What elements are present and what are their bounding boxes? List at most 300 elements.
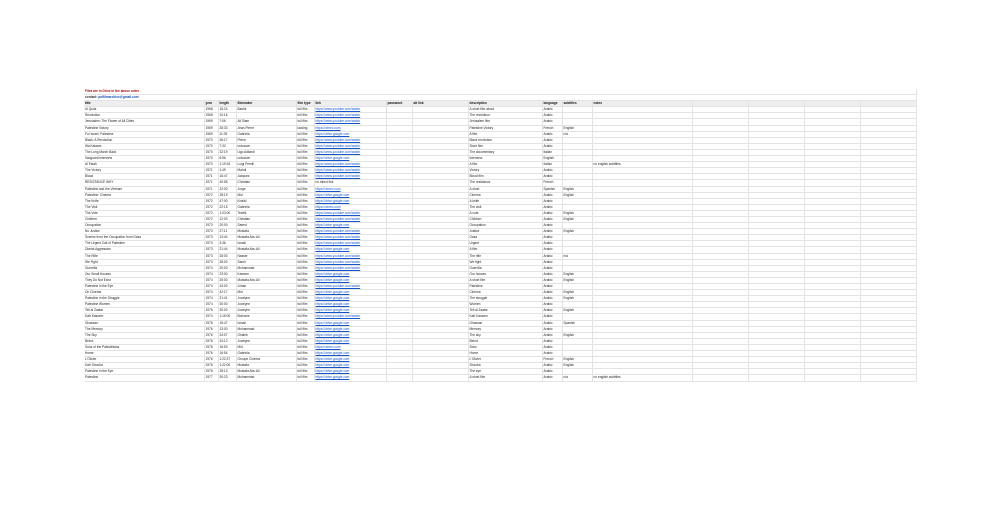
table-cell[interactable]: Jean-Pierre <box>236 125 296 131</box>
table-cell[interactable]: full film <box>296 253 314 259</box>
table-cell[interactable]: Mustafa Abu Ali <box>236 369 296 375</box>
table-cell[interactable]: Kafr Kassem <box>468 314 542 320</box>
table-cell[interactable]: 1974 <box>204 314 218 320</box>
table-cell[interactable]: https://drive.google.com <box>314 332 386 338</box>
table-cell[interactable]: 16:47 <box>218 174 236 180</box>
table-cell[interactable]: Palestine and the Vietnam <box>84 186 204 192</box>
table-cell[interactable]: Women <box>468 302 542 308</box>
table-cell[interactable]: A vote <box>468 210 542 216</box>
table-cell[interactable]: Mohammad <box>236 326 296 332</box>
table-cell[interactable]: 1969 <box>204 125 218 131</box>
table-cell[interactable]: English <box>542 156 562 162</box>
table-cell[interactable]: https://www.youtube.com/watch <box>314 235 386 241</box>
table-cell[interactable]: 1971 <box>204 186 218 192</box>
table-cell[interactable]: Arabic <box>542 296 562 302</box>
contact-email-link[interactable]: palfilmarchive@gmail.com <box>98 95 139 100</box>
table-cell[interactable]: French <box>542 357 562 363</box>
table-cell[interactable]: https://www.youtube.com/watch <box>314 149 386 155</box>
table-cell[interactable]: Sons <box>468 344 542 350</box>
table-cell[interactable]: 1973 <box>204 241 218 247</box>
table-cell[interactable]: Palestine <box>84 375 204 381</box>
table-cell[interactable]: The Long March Back <box>84 149 204 155</box>
column-header-10[interactable]: subtitles <box>562 101 592 107</box>
table-cell[interactable]: 20:00 <box>218 265 236 271</box>
table-cell[interactable]: Arabic <box>542 192 562 198</box>
table-cell[interactable]: English <box>562 290 592 296</box>
table-cell[interactable]: Spanish <box>542 186 562 192</box>
table-cell[interactable]: 1977 <box>204 375 218 381</box>
table-cell[interactable]: lacking <box>296 125 314 131</box>
table-cell[interactable]: The Rifle <box>84 253 204 259</box>
table-cell[interactable]: Arabic <box>542 247 562 253</box>
table-cell[interactable]: English <box>562 357 592 363</box>
table-cell[interactable]: https://drive.google.com <box>314 198 386 204</box>
table-cell[interactable]: https://drive.google.com <box>314 351 386 357</box>
table-cell[interactable]: https://drive.google.com <box>314 338 386 344</box>
table-cell[interactable]: 1974 <box>204 302 218 308</box>
table-cell[interactable]: 1968 <box>204 113 218 119</box>
table-cell[interactable]: Gabriela <box>236 131 296 137</box>
table-cell[interactable]: Arabic <box>542 235 562 241</box>
table-cell[interactable]: Tell al Zaatar <box>84 308 204 314</box>
table-cell[interactable]: Palestine Women <box>84 302 204 308</box>
table-cell[interactable]: https://www.youtube.com/watch <box>314 119 386 125</box>
table-cell[interactable]: Arabic <box>542 277 562 283</box>
table-cell[interactable]: Arabic <box>542 259 562 265</box>
table-cell[interactable]: 47:00 <box>218 198 236 204</box>
table-cell[interactable]: Italian <box>542 162 562 168</box>
table-cell[interactable]: full film <box>296 284 314 290</box>
table-cell[interactable]: Arabic <box>542 265 562 271</box>
table-cell[interactable]: 1976 <box>204 332 218 338</box>
table-cell[interactable]: https://www.youtube.com/watch <box>314 229 386 235</box>
table-cell[interactable]: 1976 <box>204 320 218 326</box>
column-header-7[interactable]: alt link <box>412 101 468 107</box>
table-cell[interactable]: 13:00 <box>218 326 236 332</box>
table-cell[interactable]: Guerrilla <box>84 265 204 271</box>
table-cell[interactable]: 1976 <box>204 308 218 314</box>
table-cell[interactable]: https://drive.google.com <box>314 277 386 283</box>
table-cell[interactable]: 1972 <box>204 198 218 204</box>
table-cell[interactable]: Nasser <box>236 253 296 259</box>
table-cell[interactable] <box>804 375 860 381</box>
table-cell[interactable]: https://drive.google.com <box>314 357 386 363</box>
table-cell[interactable]: https://www.youtube.com/watch <box>314 210 386 216</box>
table-cell[interactable]: Ugo Adilardi <box>236 149 296 155</box>
table-cell[interactable]: full film <box>296 247 314 253</box>
table-cell[interactable]: https://www.youtube.com/watch <box>314 174 386 180</box>
table-cell[interactable]: 28:00 <box>218 253 236 259</box>
table-cell[interactable]: n/a <box>562 131 592 137</box>
table-cell[interactable]: Ismail <box>236 241 296 247</box>
table-cell[interactable]: English <box>562 216 592 222</box>
table-cell[interactable]: full film <box>296 229 314 235</box>
table-cell[interactable]: 1:22:27 <box>218 357 236 363</box>
note-cell[interactable]: Files are in Drive in the above order <box>84 89 916 95</box>
table-cell[interactable]: 1973 <box>204 247 218 253</box>
table-cell[interactable]: 1972 <box>204 192 218 198</box>
table-cell[interactable]: 20:00 <box>218 223 236 229</box>
table-cell[interactable]: 42:17 <box>218 290 236 296</box>
table-cell[interactable]: full film <box>296 338 314 344</box>
column-header-1[interactable]: year <box>204 101 218 107</box>
table-cell[interactable]: English <box>562 271 592 277</box>
table-cell[interactable]: Kafr Kassem <box>84 314 204 320</box>
table-cell[interactable]: The Urgent Call of Palestine <box>84 241 204 247</box>
table-cell[interactable]: https://drive.google.com <box>314 247 386 253</box>
table-cell[interactable]: 1:22:00 <box>218 363 236 369</box>
table-cell[interactable]: Ghassan <box>468 320 542 326</box>
table-cell[interactable]: 1976 <box>204 357 218 363</box>
table-cell[interactable]: 1969 <box>204 119 218 125</box>
table-cell[interactable]: https://drive.google.com <box>314 326 386 332</box>
table-cell[interactable]: 40:55 <box>218 180 236 186</box>
table-cell[interactable]: Occupation <box>84 223 204 229</box>
table-cell[interactable]: 1:19:34 <box>218 162 236 168</box>
table-cell[interactable]: Cinema <box>468 290 542 296</box>
table-cell[interactable]: 21:44 <box>218 247 236 253</box>
table-cell[interactable]: https://drive.google.com <box>314 302 386 308</box>
table-cell[interactable]: Luigi Perelli <box>236 162 296 168</box>
table-cell[interactable]: English <box>562 210 592 216</box>
table-cell[interactable]: Arabic <box>542 216 562 222</box>
table-cell[interactable]: For Israel, Palestine <box>84 131 204 137</box>
table-cell[interactable]: Jerusalem: The Flower of All Cities <box>84 119 204 125</box>
table-cell[interactable]: https://www.youtube.com/watch <box>314 107 386 113</box>
table-cell[interactable]: Kafr Shouba <box>84 363 204 369</box>
table-cell[interactable]: 1972 <box>204 216 218 222</box>
table-cell[interactable]: full film <box>296 131 314 137</box>
table-cell[interactable]: no english subtitles <box>592 375 692 381</box>
table-cell[interactable]: Justice <box>468 229 542 235</box>
table-cell[interactable]: Spanish <box>562 320 592 326</box>
table-cell[interactable]: Christian <box>236 180 296 186</box>
table-cell[interactable]: 10:16 <box>218 113 236 119</box>
table-cell[interactable]: full film <box>296 277 314 283</box>
table-cell[interactable]: A short <box>468 186 542 192</box>
table-cell[interactable]: Gabriela <box>236 351 296 357</box>
table-cell[interactable]: Short film <box>468 143 542 149</box>
table-cell[interactable]: unknown <box>236 156 296 162</box>
table-cell[interactable]: 1974 <box>204 284 218 290</box>
table-cell[interactable]: Jocelyne <box>236 296 296 302</box>
table-cell[interactable]: 1:49 <box>218 168 236 174</box>
table-cell[interactable]: full film <box>296 241 314 247</box>
table-cell[interactable]: full film <box>296 156 314 162</box>
table-cell[interactable]: 16:47 <box>218 320 236 326</box>
table-cell[interactable]: Mid <box>236 344 296 350</box>
table-cell[interactable]: Tewfik <box>236 210 296 216</box>
table-cell[interactable]: full film <box>296 119 314 125</box>
table-cell[interactable]: Christian <box>236 216 296 222</box>
table-cell[interactable]: https://drive.google.com <box>314 375 386 381</box>
table-cell[interactable]: full film <box>296 223 314 229</box>
table-cell[interactable]: https://www.youtube.com/watch <box>314 113 386 119</box>
table-cell[interactable]: 1973 <box>204 229 218 235</box>
table-cell[interactable]: Palestine in the Eye <box>84 369 204 375</box>
table-cell[interactable]: Al Fatah <box>84 162 204 168</box>
column-header-0[interactable]: title <box>84 101 204 107</box>
table-cell[interactable]: Arabic <box>542 210 562 216</box>
table-cell[interactable] <box>748 375 804 381</box>
table-cell[interactable]: Blood film <box>468 174 542 180</box>
table-cell[interactable]: Kassem <box>236 271 296 277</box>
table-cell[interactable]: 1971 <box>204 168 218 174</box>
table-cell[interactable]: n/a <box>562 253 592 259</box>
table-cell[interactable]: Interview <box>468 156 542 162</box>
table-cell[interactable]: https://vimeo.com <box>314 204 386 210</box>
table-cell[interactable] <box>412 375 468 381</box>
table-cell[interactable]: Arabic <box>542 241 562 247</box>
table-cell[interactable]: 1:15:00 <box>218 314 236 320</box>
table-cell[interactable]: Jocelyne <box>236 302 296 308</box>
table-cell[interactable]: Saeed <box>236 223 296 229</box>
table-cell[interactable]: Palestine Victory <box>84 125 204 131</box>
table-cell[interactable]: no english subtitles <box>592 162 692 168</box>
table-cell[interactable]: Arabic <box>542 308 562 314</box>
table-cell[interactable]: Johan <box>236 284 296 290</box>
table-cell[interactable]: Beirut <box>84 338 204 344</box>
table-cell[interactable]: Mohammad <box>236 265 296 271</box>
table-cell[interactable]: 30:23 <box>218 375 236 381</box>
table-cell[interactable]: 6:56 <box>218 156 236 162</box>
table-cell[interactable]: Children <box>84 216 204 222</box>
table-cell[interactable]: Arabic <box>542 204 562 210</box>
table-cell[interactable]: Blood <box>84 174 204 180</box>
table-cell[interactable]: Arabic <box>542 302 562 308</box>
table-cell[interactable]: https://drive.google.com <box>314 192 386 198</box>
table-cell[interactable]: 11:09 <box>218 131 236 137</box>
table-cell[interactable]: 1972 <box>204 210 218 216</box>
table-cell[interactable]: https://www.youtube.com/watch <box>314 253 386 259</box>
table-cell[interactable]: Arabic <box>542 363 562 369</box>
table-cell[interactable]: https://www.youtube.com/watch <box>314 314 386 320</box>
table-cell[interactable]: Khalid <box>236 198 296 204</box>
table-cell[interactable]: https://vimeo.com <box>314 344 386 350</box>
table-cell[interactable]: Palestine in the Eye <box>84 284 204 290</box>
table-cell[interactable]: English <box>562 363 592 369</box>
table-cell[interactable]: 1974 <box>204 265 218 271</box>
table-cell[interactable]: They Do Not Exist <box>84 277 204 283</box>
table-cell[interactable]: The struggle <box>468 296 542 302</box>
table-cell[interactable]: Palestine Victory <box>468 125 542 131</box>
table-cell[interactable]: 1970 <box>204 137 218 143</box>
table-cell[interactable] <box>386 375 412 381</box>
table-cell[interactable]: English <box>562 186 592 192</box>
table-cell[interactable]: 1972 <box>204 204 218 210</box>
table-cell[interactable]: https://drive.google.com <box>314 296 386 302</box>
table-cell[interactable]: full film <box>296 357 314 363</box>
table-cell[interactable]: https://drive.google.com <box>314 308 386 314</box>
table-cell[interactable]: Arabic <box>542 344 562 350</box>
table-cell[interactable]: 3:36 <box>218 241 236 247</box>
table-cell[interactable]: https://www.youtube.com/watch <box>314 259 386 265</box>
table-cell[interactable]: English <box>562 125 592 131</box>
table-cell[interactable]: The documentary <box>468 149 542 155</box>
table-cell[interactable]: Arabic <box>542 198 562 204</box>
table-cell[interactable]: Arabic <box>542 119 562 125</box>
table-cell[interactable]: 1973 <box>204 253 218 259</box>
table-cell[interactable]: 28:00 <box>218 259 236 265</box>
table-cell[interactable]: The Visit <box>84 204 204 210</box>
table-cell[interactable]: We fight <box>468 259 542 265</box>
table-cell[interactable]: The rifle <box>468 253 542 259</box>
table-cell[interactable]: 1973 <box>204 223 218 229</box>
table-cell[interactable]: Beirut <box>468 338 542 344</box>
table-cell[interactable]: Arabic <box>542 326 562 332</box>
table-cell[interactable]: full film <box>296 332 314 338</box>
table-cell[interactable]: 1976 <box>204 369 218 375</box>
table-cell[interactable]: 27:11 <box>218 229 236 235</box>
table-cell[interactable]: full film <box>296 326 314 332</box>
table-cell[interactable]: https://drive.google.com <box>314 320 386 326</box>
table-cell[interactable]: Mahdi <box>236 168 296 174</box>
table-cell[interactable] <box>860 375 916 381</box>
table-cell[interactable]: 43:00 <box>218 284 236 290</box>
table-cell[interactable]: full film <box>296 265 314 271</box>
table-cell[interactable]: 1976 <box>204 344 218 350</box>
table-cell[interactable]: Ismail <box>236 320 296 326</box>
table-cell[interactable]: 22:00 <box>218 186 236 192</box>
table-cell[interactable]: Palestine in the Struggle <box>84 296 204 302</box>
column-header-5[interactable]: link <box>314 101 386 107</box>
table-cell[interactable]: 30:00 <box>218 308 236 314</box>
table-cell[interactable]: full film <box>296 192 314 198</box>
table-cell[interactable]: Palestine: Cinema <box>84 192 204 198</box>
table-cell[interactable]: Arabic <box>542 253 562 259</box>
table-cell[interactable]: A film <box>468 247 542 253</box>
table-cell[interactable]: Arabic <box>542 351 562 357</box>
table-cell[interactable]: Mustafa <box>236 229 296 235</box>
table-cell[interactable]: https://drive.google.com <box>314 156 386 162</box>
table-cell[interactable]: Cinema <box>468 192 542 198</box>
table-cell[interactable]: The visit <box>468 204 542 210</box>
table-cell[interactable]: 1971 <box>204 174 218 180</box>
table-cell[interactable]: English <box>562 296 592 302</box>
table-cell[interactable]: Bashir <box>236 107 296 113</box>
column-header-3[interactable]: filmmaker <box>236 101 296 107</box>
table-cell[interactable]: full film <box>296 180 314 186</box>
table-cell[interactable]: L'Olivier <box>468 357 542 363</box>
table-cell[interactable]: full film <box>296 235 314 241</box>
table-cell[interactable]: Ghaleb <box>236 332 296 338</box>
table-cell[interactable]: 1974 <box>204 290 218 296</box>
table-cell[interactable]: Arabic <box>542 338 562 344</box>
table-cell[interactable]: Arabic <box>542 332 562 338</box>
table-cell[interactable]: 16:53 <box>218 344 236 350</box>
table-cell[interactable]: Children <box>468 216 542 222</box>
table-cell[interactable]: 13:44 <box>218 235 236 241</box>
table-cell[interactable]: The eye <box>468 369 542 375</box>
table-cell[interactable]: full film <box>296 143 314 149</box>
table-cell[interactable]: Home <box>84 351 204 357</box>
table-cell[interactable]: full film <box>296 107 314 113</box>
table-cell[interactable]: Arabic <box>542 369 562 375</box>
table-cell[interactable]: Tell al Zaatar <box>468 308 542 314</box>
table-cell[interactable]: The revolution <box>468 113 542 119</box>
table-cell[interactable]: full film <box>296 320 314 326</box>
table-cell[interactable]: Arabic <box>542 137 562 143</box>
table-cell[interactable]: https://www.youtube.com/watch <box>314 265 386 271</box>
table-cell[interactable]: Our Small Houses <box>84 271 204 277</box>
table-cell[interactable]: Mustafa Abu Ali <box>236 247 296 253</box>
table-cell[interactable]: The resistance <box>468 180 542 186</box>
table-cell[interactable]: https://drive.google.com <box>314 369 386 375</box>
table-cell[interactable]: https://www.youtube.com/watch <box>314 284 386 290</box>
table-cell[interactable]: 1968 <box>204 107 218 113</box>
table-cell[interactable]: Urgent <box>468 241 542 247</box>
table-cell[interactable]: Samir <box>236 259 296 265</box>
table-cell[interactable]: English <box>562 277 592 283</box>
table-cell[interactable]: Wa Kalaam <box>84 143 204 149</box>
table-cell[interactable]: full film <box>296 290 314 296</box>
table-cell[interactable]: full film <box>296 363 314 369</box>
table-cell[interactable]: Arabic <box>542 131 562 137</box>
table-cell[interactable]: Mustafa Abu Ali <box>236 277 296 283</box>
table-cell[interactable]: https://drive.google.com <box>314 223 386 229</box>
column-header-11[interactable]: notes <box>592 101 692 107</box>
table-cell[interactable]: full film <box>296 296 314 302</box>
table-cell[interactable]: 16:24 <box>218 107 236 113</box>
table-cell[interactable]: Ghassan <box>84 320 204 326</box>
table-cell[interactable]: Jocelyne <box>236 308 296 314</box>
table-cell[interactable]: 1974 <box>204 271 218 277</box>
table-cell[interactable]: full film <box>296 308 314 314</box>
table-cell[interactable]: 1974 <box>204 277 218 283</box>
table-cell[interactable]: full film <box>296 186 314 192</box>
table-cell[interactable]: English <box>562 308 592 314</box>
table-cell[interactable]: Arabic <box>542 375 562 381</box>
table-cell[interactable]: n/a <box>562 375 592 381</box>
table-cell[interactable]: 1971 <box>204 180 218 186</box>
table-cell[interactable]: full film <box>296 210 314 216</box>
table-cell[interactable]: 1973 <box>204 235 218 241</box>
table-cell[interactable]: A film <box>468 131 542 137</box>
table-cell[interactable]: Arabic <box>542 290 562 296</box>
table-cell[interactable]: https://www.youtube.com/watch <box>314 143 386 149</box>
table-cell[interactable]: 21:41 <box>218 296 236 302</box>
table-cell[interactable]: Our houses <box>468 271 542 277</box>
table-cell[interactable]: Jerusalem film <box>468 119 542 125</box>
table-cell[interactable]: Italian <box>542 149 562 155</box>
table-cell[interactable]: 1969 <box>204 131 218 137</box>
table-cell[interactable]: full film <box>296 314 314 320</box>
table-cell[interactable]: 12:00 <box>218 216 236 222</box>
table-cell[interactable]: https://www.youtube.com/watch <box>314 162 386 168</box>
table-cell[interactable]: https://www.youtube.com/watch <box>314 168 386 174</box>
table-cell[interactable]: Black revolution <box>468 137 542 143</box>
table-cell[interactable]: 1:03:00 <box>218 210 236 216</box>
table-cell[interactable]: full film <box>296 137 314 143</box>
table-cell[interactable]: https://drive.google.com <box>314 290 386 296</box>
table-cell[interactable]: Jocelyne <box>236 338 296 344</box>
table-cell[interactable]: 23:00 <box>218 271 236 277</box>
table-cell[interactable]: https://www.youtube.com/watch <box>314 137 386 143</box>
table-cell[interactable]: 34:12 <box>218 338 236 344</box>
table-cell[interactable]: full film <box>296 113 314 119</box>
table-cell[interactable]: full film <box>296 271 314 277</box>
table-cell[interactable] <box>692 375 748 381</box>
table-cell[interactable]: 28:13 <box>218 369 236 375</box>
table-cell[interactable]: English <box>562 192 592 198</box>
table-cell[interactable]: Gabriela <box>236 204 296 210</box>
table-cell[interactable]: 16:54 <box>218 351 236 357</box>
table-cell[interactable]: 1974 <box>204 296 218 302</box>
table-cell[interactable]: Mustafa Abu Ali <box>236 235 296 241</box>
table-cell[interactable]: Arabic <box>542 229 562 235</box>
column-header-8[interactable]: description <box>468 101 542 107</box>
table-cell[interactable]: https://www.youtube.com/watch <box>314 216 386 222</box>
